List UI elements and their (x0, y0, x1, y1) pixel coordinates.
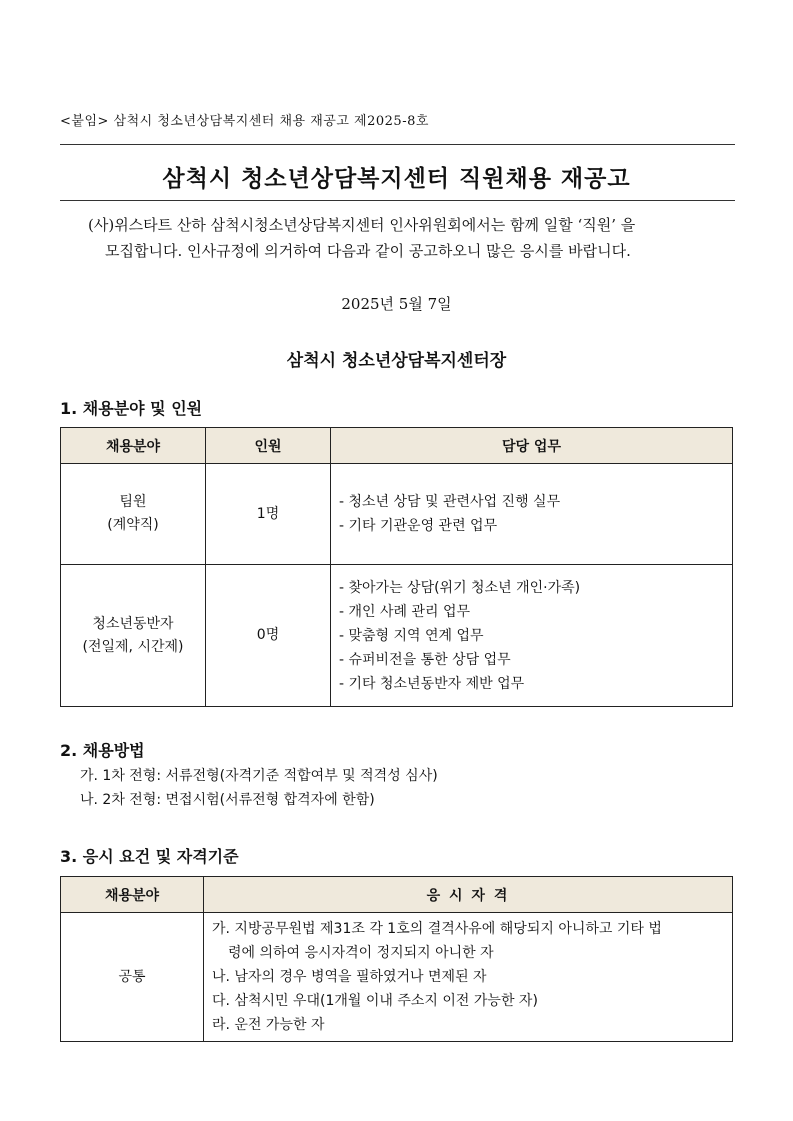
field-type: (계약직) (107, 517, 159, 533)
selection-method-list (80, 764, 438, 812)
header-duties: 담당 업무 (331, 428, 733, 464)
duty-item: - 찾아가는 상담(위기 청소년 개인·가족) (339, 579, 581, 596)
table-header-row (61, 428, 733, 464)
header-count: 인원 (206, 428, 331, 464)
header-field: 채용분야 (61, 428, 206, 464)
duty-item: - 기타 기관운영 관련 업무 (339, 518, 498, 534)
signature: 삼척시 청소년상담복지센터장 (286, 351, 507, 371)
duty-item: - 청소년 상담 및 관련사업 진행 실무 (339, 494, 561, 510)
field-cell (61, 565, 206, 707)
qualification-item-continued: 령에 의하여 응시자격이 정지되지 아니한 자 (228, 945, 494, 961)
duty-item: - 개인 사례 관리 업무 (339, 603, 471, 620)
page-title: 삼척시 청소년상담복지센터 직원채용 재공고 (162, 166, 631, 192)
field-type: (전일제, 시간제) (82, 638, 184, 655)
intro-paragraph (60, 212, 735, 264)
qualification-item: 나. 남자의 경우 병역을 필하였거나 면제된 자 (212, 969, 487, 985)
top-divider (60, 144, 735, 145)
table-row (61, 913, 733, 1042)
qualification-item: 다. 삼척시민 우대(1개월 이내 주소지 이전 가능한 자) (212, 993, 538, 1009)
qualification-item: 라. 운전 가능한 자 (212, 1017, 325, 1033)
duty-item: - 맞춤형 지역 연계 업무 (339, 627, 484, 644)
count-cell: 1명 (206, 464, 331, 565)
duties-cell (331, 565, 733, 707)
intro-line-2: 모집합니다. 인사규정에 의거하여 다음과 같이 공고하오니 많은 응시를 바랍니다. (105, 242, 631, 260)
duties-cell (331, 464, 733, 565)
method-item: 나. 2차 전형: 면접시험(서류전형 합격자에 한함) (80, 792, 375, 808)
title-divider (60, 200, 735, 201)
positions-table (60, 427, 733, 707)
section-1-heading: 1. 채용분야 및 인원 (60, 399, 203, 418)
method-item: 가. 1차 전형: 서류전형(자격기준 적합여부 및 적격성 심사) (80, 768, 438, 784)
table-row (61, 565, 733, 707)
header-field: 채용분야 (61, 877, 204, 913)
field-cell: 공통 (61, 913, 204, 1042)
field-name: 청소년동반자 (92, 615, 174, 632)
duty-item: - 슈퍼비전을 통한 상담 업무 (339, 651, 511, 668)
attachment-reference: <붙임> 삼척시 청소년상담복지센터 채용 재공고 제2025-8호 (60, 114, 429, 129)
field-name: 팀원 (119, 494, 147, 510)
count-cell: 0명 (206, 565, 331, 707)
intro-line-1: (사)위스타트 산하 삼척시청소년상담복지센터 인사위원회에서는 함께 일할 ‘직원’ 을 (88, 216, 636, 234)
qualifications-table (60, 876, 733, 1042)
table-row (61, 464, 733, 565)
section-2-heading: 2. 채용방법 (60, 741, 145, 760)
field-cell (61, 464, 206, 565)
section-3-heading: 3. 응시 요건 및 자격기준 (60, 847, 239, 866)
table-header-row (61, 877, 733, 913)
announcement-date: 2025년 5월 7일 (341, 295, 452, 313)
qualifications-cell (204, 913, 733, 1042)
qualification-item: 가. 지방공무원법 제31조 각 1호의 결격사유에 해당되지 아니하고 기타 법 (212, 921, 662, 937)
header-qualifications: 응 시 자 격 (204, 877, 733, 913)
duty-item: - 기타 청소년동반자 제반 업무 (339, 675, 525, 692)
